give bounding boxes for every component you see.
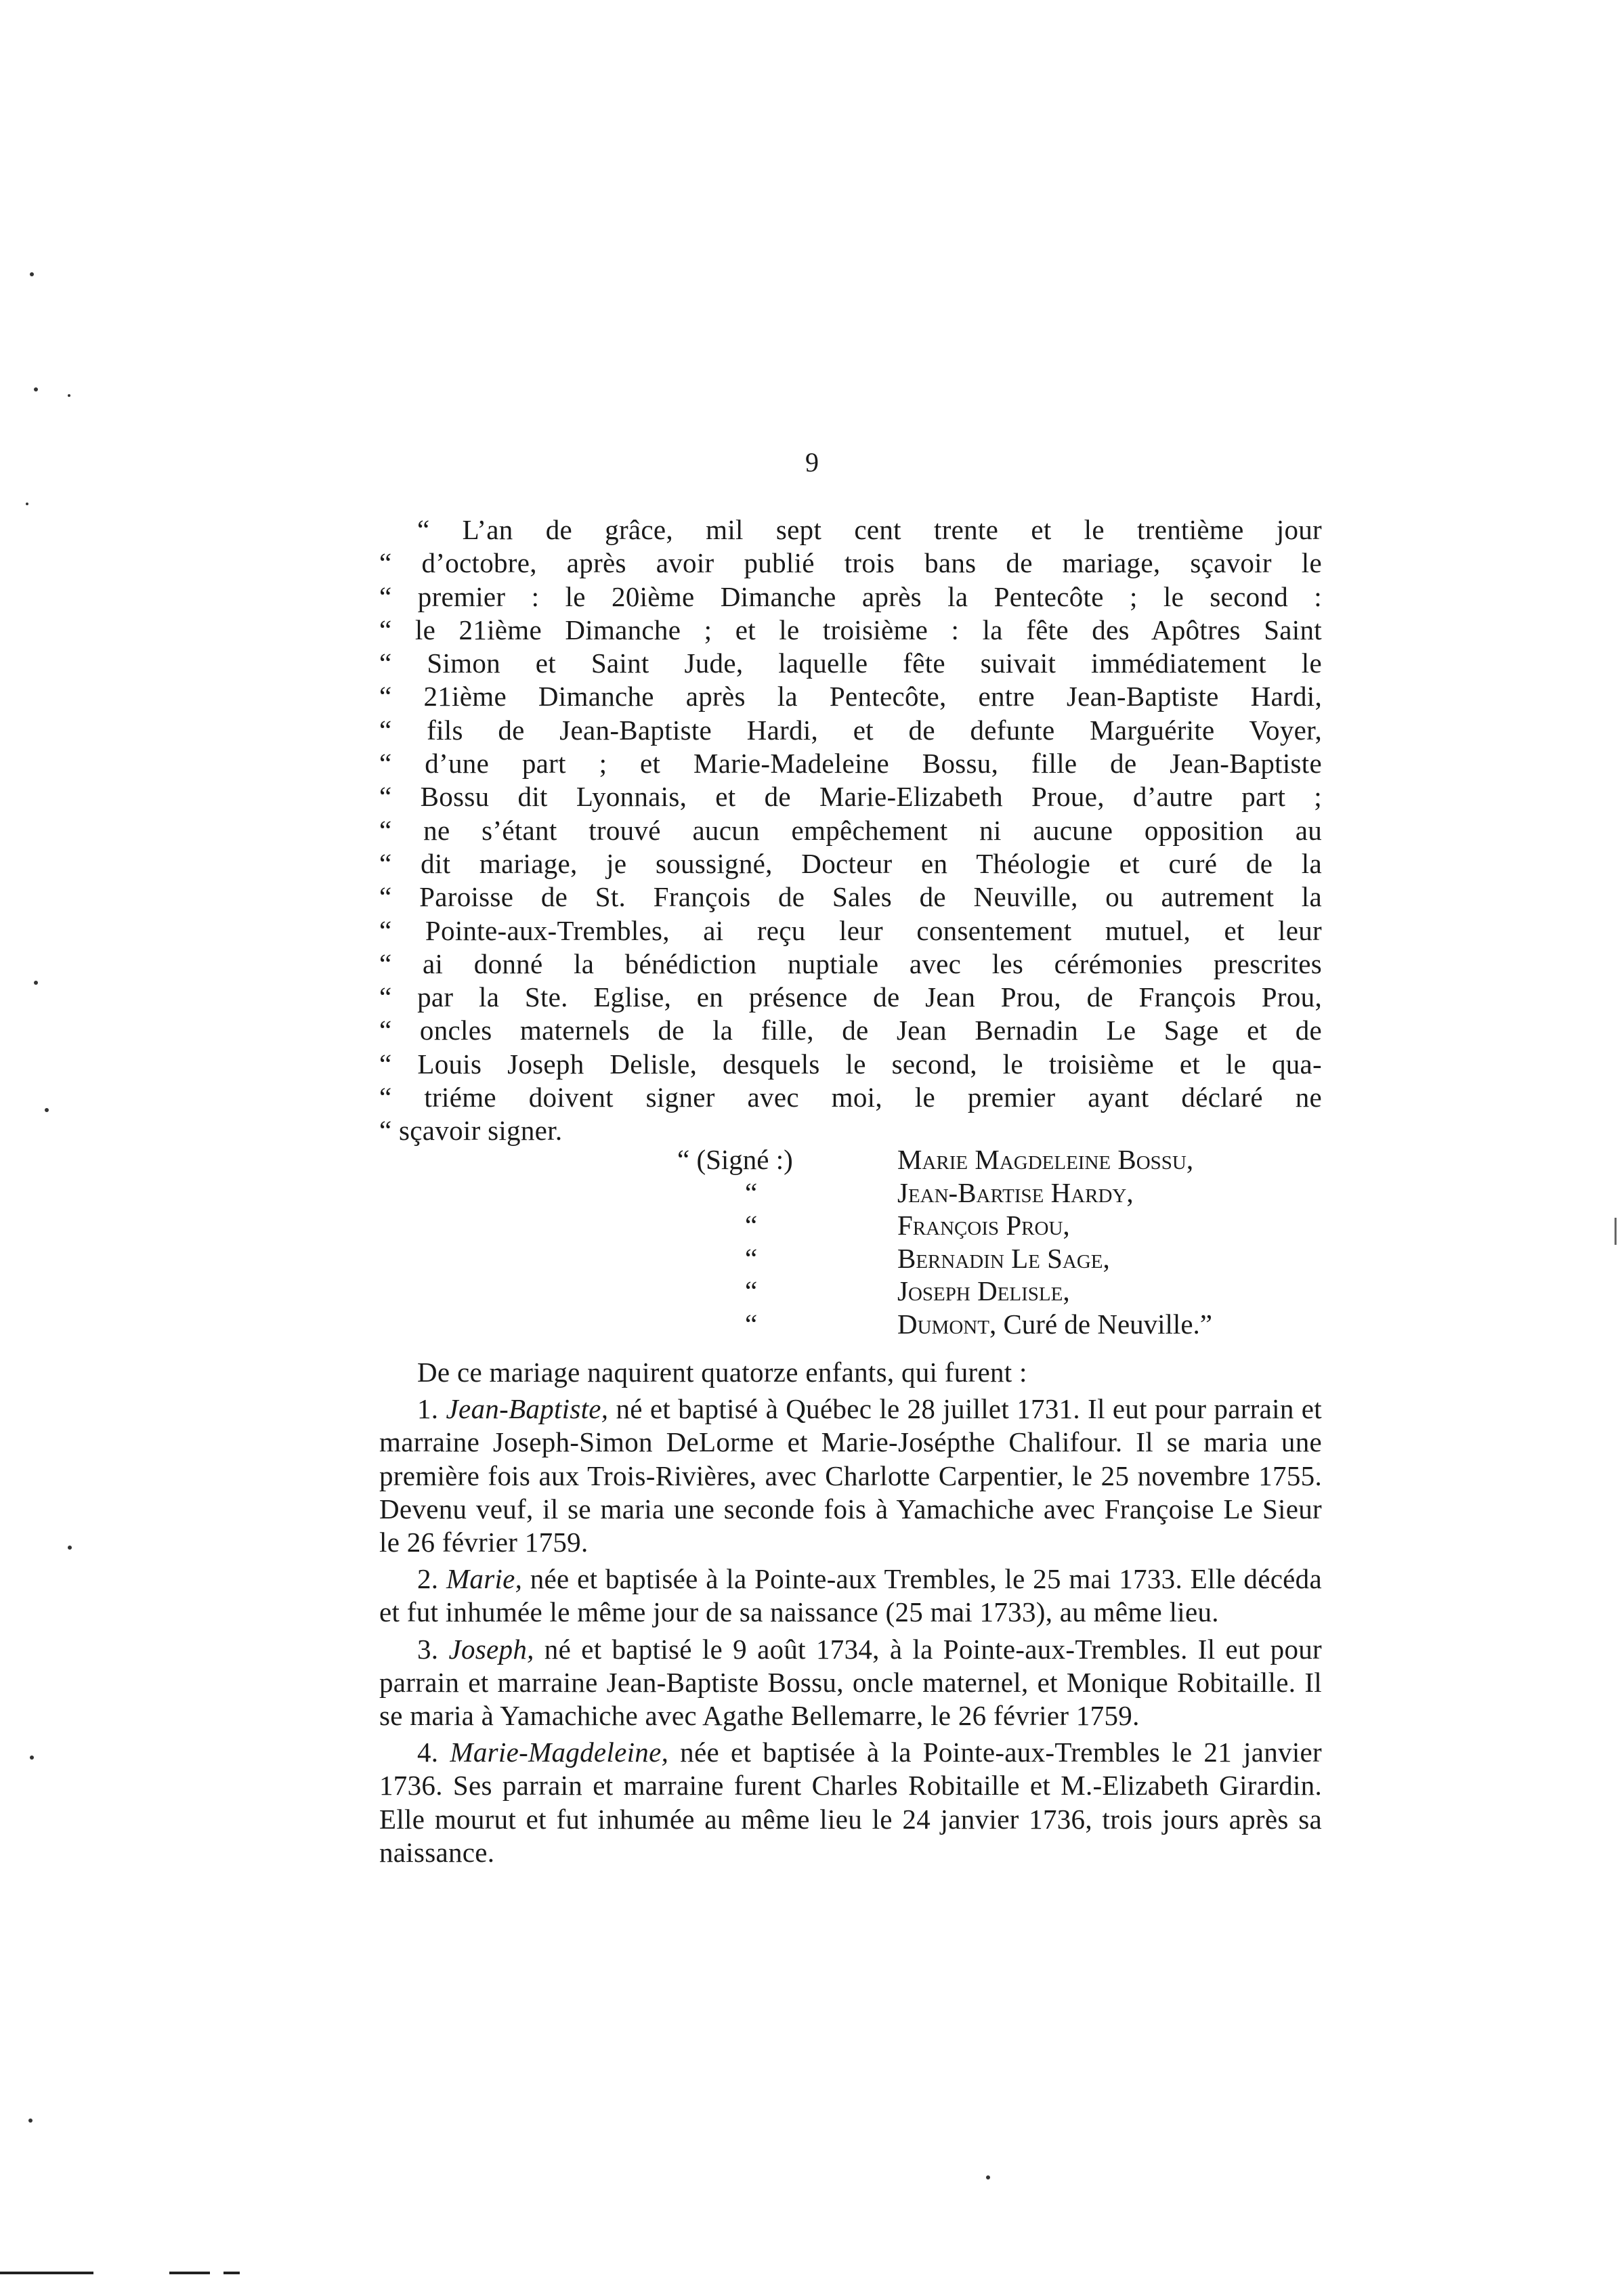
child-text: née et baptisée à la Pointe-aux Trembles, le 25 mai 1733. Elle décéda et fut inhumée le même jour de sa naissance (25 mai 1733), au même lieu. xyxy=(379,1563,1322,1628)
signature-row xyxy=(677,1176,1327,1210)
margin-speck xyxy=(34,387,38,391)
quote-line: “ ai donné la bénédiction nuptiale avec les cérémonies prescrites xyxy=(379,948,1322,979)
margin-speck xyxy=(28,2119,33,2123)
quote-line: “ d’octobre, après avoir publié trois bans de mariage, sçavoir le xyxy=(379,547,1322,579)
scan-edge-rule xyxy=(169,2272,210,2274)
quote-line: “ sçavoir signer. xyxy=(379,1115,563,1147)
scan-edge-rule xyxy=(223,2272,240,2274)
quote-line: “ d’une part ; et Marie-Madeleine Bossu, fille de Jean-Baptiste xyxy=(379,748,1322,780)
ditto-mark: “ xyxy=(745,1242,758,1274)
quote-line: “ dit mariage, je soussigné, Docteur en Théologie et curé de la xyxy=(379,847,1322,879)
page-number: 9 xyxy=(805,447,819,477)
margin-speck xyxy=(34,981,38,985)
signature-title: Curé de Neuville.” xyxy=(996,1308,1212,1340)
edge-mark xyxy=(1615,1218,1617,1245)
signature-name: Bernadin Le Sage, xyxy=(897,1242,1110,1274)
child-entry xyxy=(379,1392,1322,1559)
quote-line: “ Pointe-aux-Trembles, ai reçu leur consentement mutuel, et leur xyxy=(379,914,1322,946)
signature-block xyxy=(677,1143,1327,1340)
signature-name: Joseph Delisle, xyxy=(897,1275,1070,1306)
children-list xyxy=(379,1356,1322,1873)
signature-name: François Prou, xyxy=(897,1210,1070,1241)
signature-name: Marie Magdeleine Bossu, xyxy=(897,1144,1194,1175)
ditto-mark: “ xyxy=(745,1176,758,1208)
ditto-mark: “ xyxy=(745,1210,758,1241)
child-number: 1. xyxy=(417,1393,439,1425)
child-name: Marie, xyxy=(446,1563,523,1595)
signature-label: “ (Signé :) xyxy=(677,1144,793,1175)
quote-line: “ L’an de grâce, mil sept cent trente et le trentième jour xyxy=(417,514,1322,545)
quote-line: “ Simon et Saint Jude, laquelle fête suivait immédiatement le xyxy=(379,647,1322,679)
signature-row xyxy=(677,1143,1327,1176)
signature-surname: Dumont, xyxy=(897,1308,997,1340)
child-number: 4. xyxy=(417,1737,439,1768)
margin-speck xyxy=(68,1546,72,1550)
margin-speck xyxy=(68,394,70,397)
quote-line: “ par la Ste. Eglise, en présence de Jean Prou, de François Prou, xyxy=(379,981,1322,1013)
child-entry xyxy=(379,1562,1322,1629)
child-text: né et baptisé à Québec le 28 juillet 1731. Il eut pour parrain et marraine Joseph-Simon DeLorme et Marie-Josépthe Chalifour. Il se maria une première fois aux Trois-Rivières, avec Charlotte Carpentier, le 25 novembre 1755. Devenu veuf, il se maria une seconde fois à Yamachiche avec Françoise Le Sieur le 26 février 1759. xyxy=(379,1393,1322,1558)
margin-speck xyxy=(26,503,28,505)
scan-edge-rule xyxy=(0,2272,93,2274)
quote-line: “ oncles maternels de la fille, de Jean Bernadin Le Sage et de xyxy=(379,1015,1322,1046)
quote-line: “ Louis Joseph Delisle, desquels le second, le troisième et le qua- xyxy=(379,1048,1322,1080)
quote-line: “ fils de Jean-Baptiste Hardi, et de defunte Marguérite Voyer, xyxy=(379,714,1322,746)
quote-line: “ Paroisse de St. François de Sales de Neuville, ou autrement la xyxy=(379,881,1322,913)
child-name: Marie-Magdeleine, xyxy=(450,1737,669,1768)
child-entry xyxy=(379,1736,1322,1869)
quote-line: “ le 21ième Dimanche ; et le troisième : la fête des Apôtres Saint xyxy=(379,614,1322,645)
margin-speck xyxy=(30,272,34,276)
ditto-mark: “ xyxy=(745,1275,758,1306)
signature-row xyxy=(677,1308,1327,1341)
quote-line: “ premier : le 20ième Dimanche après la Pentecôte ; le second : xyxy=(379,580,1322,612)
margin-speck xyxy=(30,1755,34,1760)
child-number: 2. xyxy=(417,1563,439,1595)
signature-row xyxy=(677,1242,1327,1275)
child-text: née et baptisée à la Pointe-aux-Trembles le 21 janvier 1736. Ses parrain et marraine furent Charles Robitaille et M.-Elizabeth Girardin. Elle mourut et fut inhumée au même lieu le 24 janvier 1736, trois jours après sa naissance. xyxy=(379,1737,1322,1868)
child-number: 3. xyxy=(417,1633,439,1665)
quoted-record xyxy=(379,513,1322,1148)
signature-name: Jean-Bartise Hardy, xyxy=(897,1176,1134,1208)
signature-row xyxy=(677,1275,1327,1308)
child-name: Joseph, xyxy=(448,1633,534,1665)
quote-line: “ ne s’étant trouvé aucun empêchement ni aucune opposition au xyxy=(379,814,1322,846)
signature-row xyxy=(677,1209,1327,1242)
child-text: né et baptisé le 9 août 1734, à la Pointe-aux-Trembles. Il eut pour parrain et marraine Jean-Baptiste Bossu, oncle maternel, et Monique Robitaille. Il se maria à Yamachiche avec Agathe Bellemarre, le 26 février 1759. xyxy=(379,1633,1322,1732)
intro-paragraph: De ce mariage naquirent quatorze enfants, qui furent : xyxy=(417,1357,1027,1388)
quote-line: “ 21ième Dimanche après la Pentecôte, entre Jean-Baptiste Hardi, xyxy=(379,681,1322,712)
margin-speck xyxy=(45,1108,49,1112)
quote-line: “ triéme doivent signer avec moi, le premier ayant déclaré ne xyxy=(379,1082,1322,1113)
child-name: Jean-Baptiste, xyxy=(446,1393,609,1425)
child-entry xyxy=(379,1633,1322,1733)
ditto-mark: “ xyxy=(745,1308,758,1340)
signature-name-last xyxy=(897,1308,1212,1341)
margin-speck xyxy=(986,2175,990,2179)
quote-line: “ Bossu dit Lyonnais, et de Marie-Elizabeth Proue, d’autre part ; xyxy=(379,781,1322,813)
